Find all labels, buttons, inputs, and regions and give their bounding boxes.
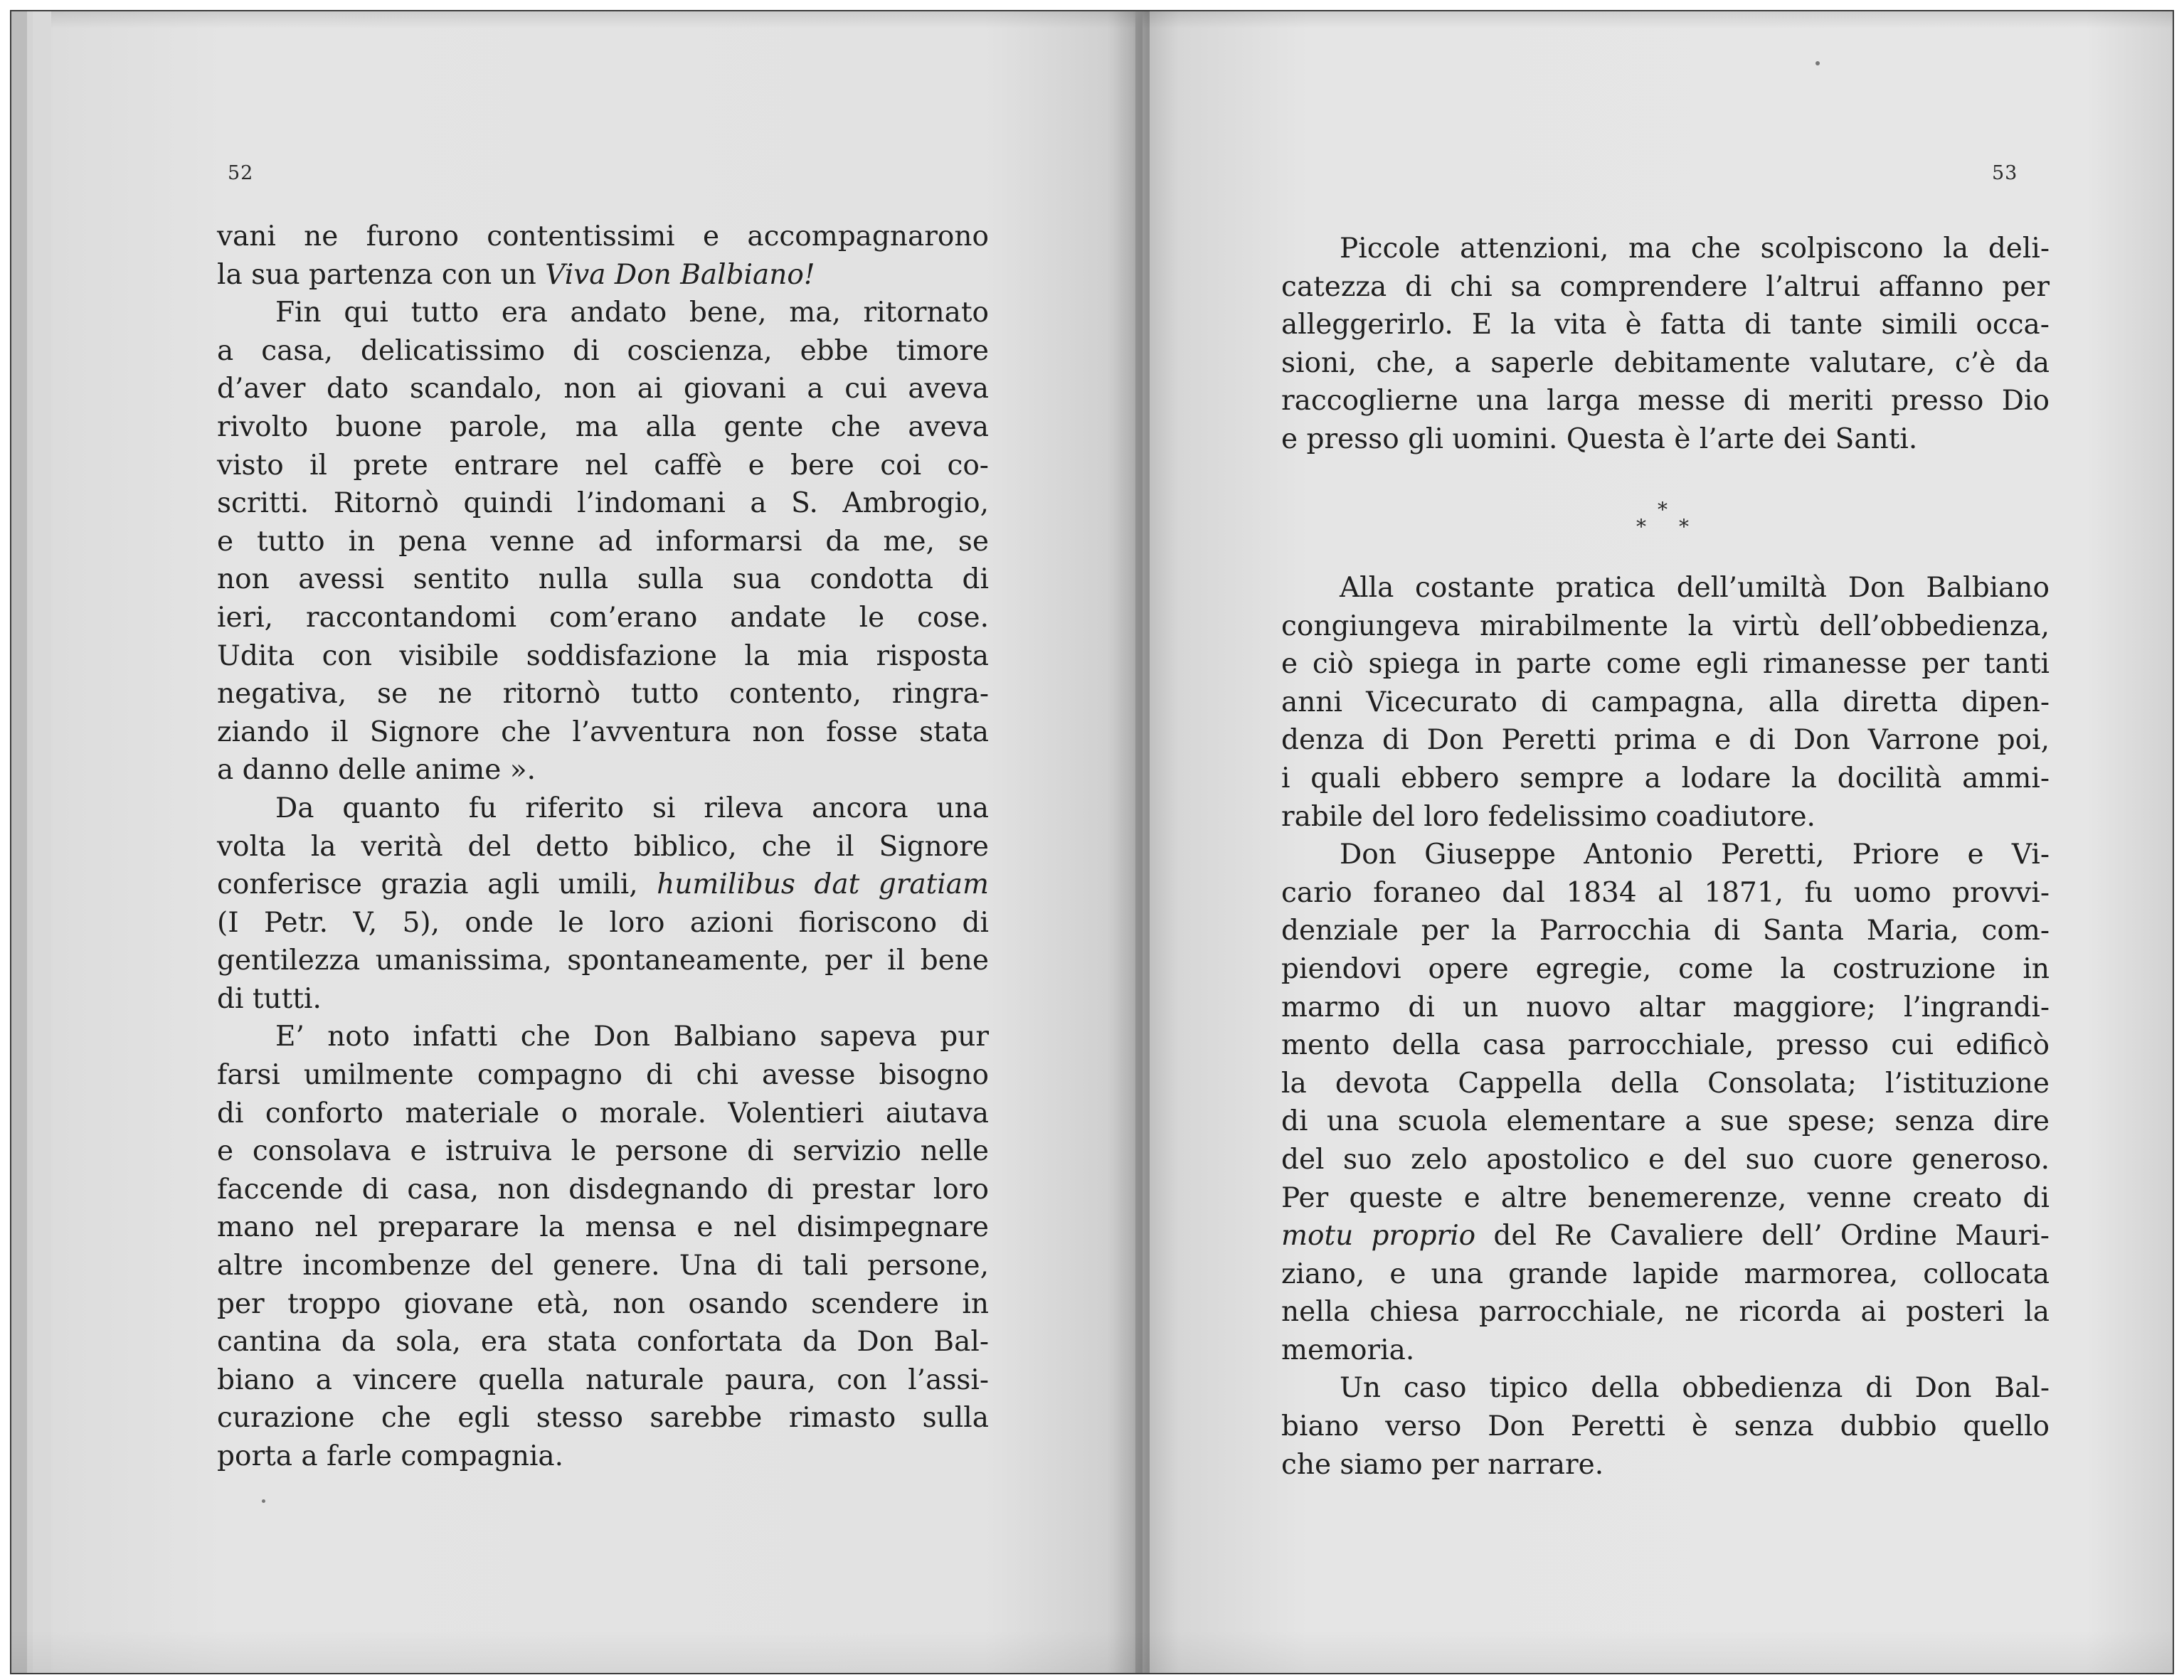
text-line: mento della casa parrocchiale, presso cui edificò bbox=[1281, 1029, 2050, 1062]
gutter-shadow bbox=[1107, 11, 1150, 1673]
text-line: volta la verità del detto biblico, che il Signore bbox=[217, 830, 989, 863]
text-line: per troppo giovane età, non osando scendere in bbox=[217, 1287, 989, 1320]
bottom-edge-shadow bbox=[11, 1630, 2173, 1673]
text-line: anni Vicecurato di campagna, alla diretta dipen- bbox=[1281, 686, 2050, 718]
asterism-separator bbox=[1622, 498, 1707, 541]
text-line: negativa, se ne ritornò tutto contento, ringra- bbox=[217, 678, 989, 711]
text-line: Alla costante pratica dell’umiltà Don Balbiano bbox=[1340, 572, 2050, 604]
text-line: congiungeva mirabilmente la virtù dell’obbedienza, bbox=[1281, 610, 2050, 642]
text-line: catezza di chi sa comprendere l’altrui affanno per bbox=[1281, 270, 2050, 303]
text-line: di tutti. bbox=[217, 982, 322, 1015]
text-line: curazione che egli stesso sarebbe rimasto sulla bbox=[217, 1402, 989, 1435]
text-line: altre incombenze del genere. Una di tali persone, bbox=[217, 1250, 989, 1282]
text-line: porta a farle compagnia. bbox=[217, 1440, 564, 1472]
text-line: non avessi sentito nulla sulla sua condotta di bbox=[217, 563, 989, 596]
text-line: memoria. bbox=[1281, 1334, 1415, 1366]
text-line: Da quanto fu riferito si rileva ancora una bbox=[275, 792, 989, 824]
right-page-number: 53 bbox=[1992, 162, 2018, 184]
right-page-text-section-2 bbox=[1281, 569, 2050, 1484]
left-page-text bbox=[217, 218, 989, 1476]
text-line: Piccole attenzioni, ma che scolpiscono la deli- bbox=[1340, 233, 2050, 265]
text-line: i quali ebbero sempre a lodare la docilità ammi- bbox=[1281, 762, 2050, 794]
text-line: nella chiesa parrocchiale, ne ricorda ai posteri la bbox=[1281, 1296, 2050, 1329]
text-line: del suo zelo apostolico e del suo cuore generoso. bbox=[1281, 1143, 2050, 1176]
paper-speck bbox=[262, 1499, 265, 1503]
text-line: piendovi opere egregie, come la costruzione in bbox=[1281, 952, 2050, 985]
text-line: farsi umilmente compagno di chi avesse bisogno bbox=[217, 1059, 989, 1092]
text-line: E’ noto infatti che Don Balbiano sapeva pur bbox=[275, 1021, 989, 1053]
text-line: a danno delle anime ». bbox=[217, 754, 536, 787]
paper-speck bbox=[1815, 61, 1820, 65]
text-line: ziando il Signore che l’avventura non fosse stata bbox=[217, 716, 989, 748]
text-line: rabile del loro fedelissimo coadiutore. bbox=[1281, 800, 1815, 833]
asterism-star: * bbox=[1658, 498, 1668, 521]
text-line: alleggerirlo. E la vita è fatta di tante simili occa- bbox=[1281, 309, 2050, 341]
text-line: Fin qui tutto era andato bene, ma, ritornato bbox=[275, 297, 989, 329]
text-line: gentilezza umanissima, spontaneamente, per il bene bbox=[217, 945, 989, 977]
text-line: di una scuola elementare a sue spese; senza dire bbox=[1281, 1105, 2050, 1138]
text-line: denza di Don Peretti prima e di Don Varrone poi, bbox=[1281, 724, 2050, 757]
text-line: Per queste e altre benemerenze, venne creato di bbox=[1281, 1181, 2050, 1214]
text-line: rivolto buone parole, ma alla gente che aveva bbox=[217, 410, 989, 443]
text-line: (I Petr. V, 5), onde le loro azioni fioriscono di bbox=[217, 906, 989, 939]
text-line: biano a vincere quella naturale paura, con l’assi- bbox=[217, 1363, 989, 1396]
text-line: e presso gli uomini. Questa è l’arte dei Santi. bbox=[1281, 422, 1918, 455]
text-line: faccende di casa, non disdegnando di prestar loro bbox=[217, 1173, 989, 1206]
text-line: d’aver dato scandalo, non ai giovani a cui aveva bbox=[217, 373, 989, 405]
text-line: ziano, e una grande lapide marmorea, collocata bbox=[1281, 1258, 2050, 1290]
text-line: e tutto in pena venne ad informarsi da me, se bbox=[217, 525, 989, 558]
text-line: scritti. Ritornò quindi l’indomani a S. Ambrogio, bbox=[217, 487, 989, 520]
text-line: mano nel preparare la mensa e nel disimpegnare bbox=[217, 1211, 989, 1244]
text-line: ieri, raccontandomi com’erano andate le cose. bbox=[217, 601, 989, 634]
text-line: vani ne furono contentissimi e accompagnarono bbox=[217, 220, 989, 252]
text-line: la devota Cappella della Consolata; l’istituzione bbox=[1281, 1067, 2050, 1100]
text-line: raccoglierne una larga messe di meriti presso Dio bbox=[1281, 385, 2050, 418]
text-line: a casa, delicatissimo di coscienza, ebbe timore bbox=[217, 334, 989, 367]
text-line: motu proprio del Re Cavaliere dell’ Ordine Mauri- bbox=[1281, 1220, 2050, 1253]
right-page-text-section-1 bbox=[1281, 230, 2050, 459]
text-line: Un caso tipico della obbedienza di Don Bal- bbox=[1340, 1372, 2050, 1405]
text-line: e consolava e istruiva le persone di servizio nelle bbox=[217, 1135, 989, 1168]
text-line: cario foraneo dal 1834 al 1871, fu uomo provvi- bbox=[1281, 876, 2050, 909]
text-line: conferisce grazia agli umili, humilibus dat gratiam bbox=[217, 868, 990, 901]
asterism-star: * bbox=[1679, 515, 1689, 538]
text-line: che siamo per narrare. bbox=[1281, 1448, 1604, 1481]
text-line: denziale per la Parrocchia di Santa Maria, com- bbox=[1281, 915, 2050, 947]
text-line: biano verso Don Peretti è senza dubbio quello bbox=[1281, 1410, 2050, 1443]
text-line: e ciò spiega in parte come egli rimanesse per tanti bbox=[1281, 648, 2050, 681]
text-line: Udita con visibile soddisfazione la mia risposta bbox=[217, 639, 989, 672]
text-line: Don Giuseppe Antonio Peretti, Priore e Vi- bbox=[1340, 839, 2050, 871]
text-line: di conforto materiale o morale. Volentieri aiutava bbox=[217, 1097, 989, 1129]
text-line: sioni, che, a saperle debitamente valutare, c’è da bbox=[1281, 346, 2050, 379]
text-line: cantina da sola, era stata confortata da Don Bal- bbox=[217, 1326, 989, 1359]
text-line: marmo di un nuovo altar maggiore; l’ingrandi- bbox=[1281, 991, 2050, 1024]
text-line: visto il prete entrare nel caffè e bere coi co- bbox=[217, 449, 989, 482]
asterism-star: * bbox=[1636, 515, 1646, 538]
left-page-number: 52 bbox=[228, 162, 254, 184]
text-line: la sua partenza con un Viva Don Balbiano! bbox=[217, 258, 815, 291]
